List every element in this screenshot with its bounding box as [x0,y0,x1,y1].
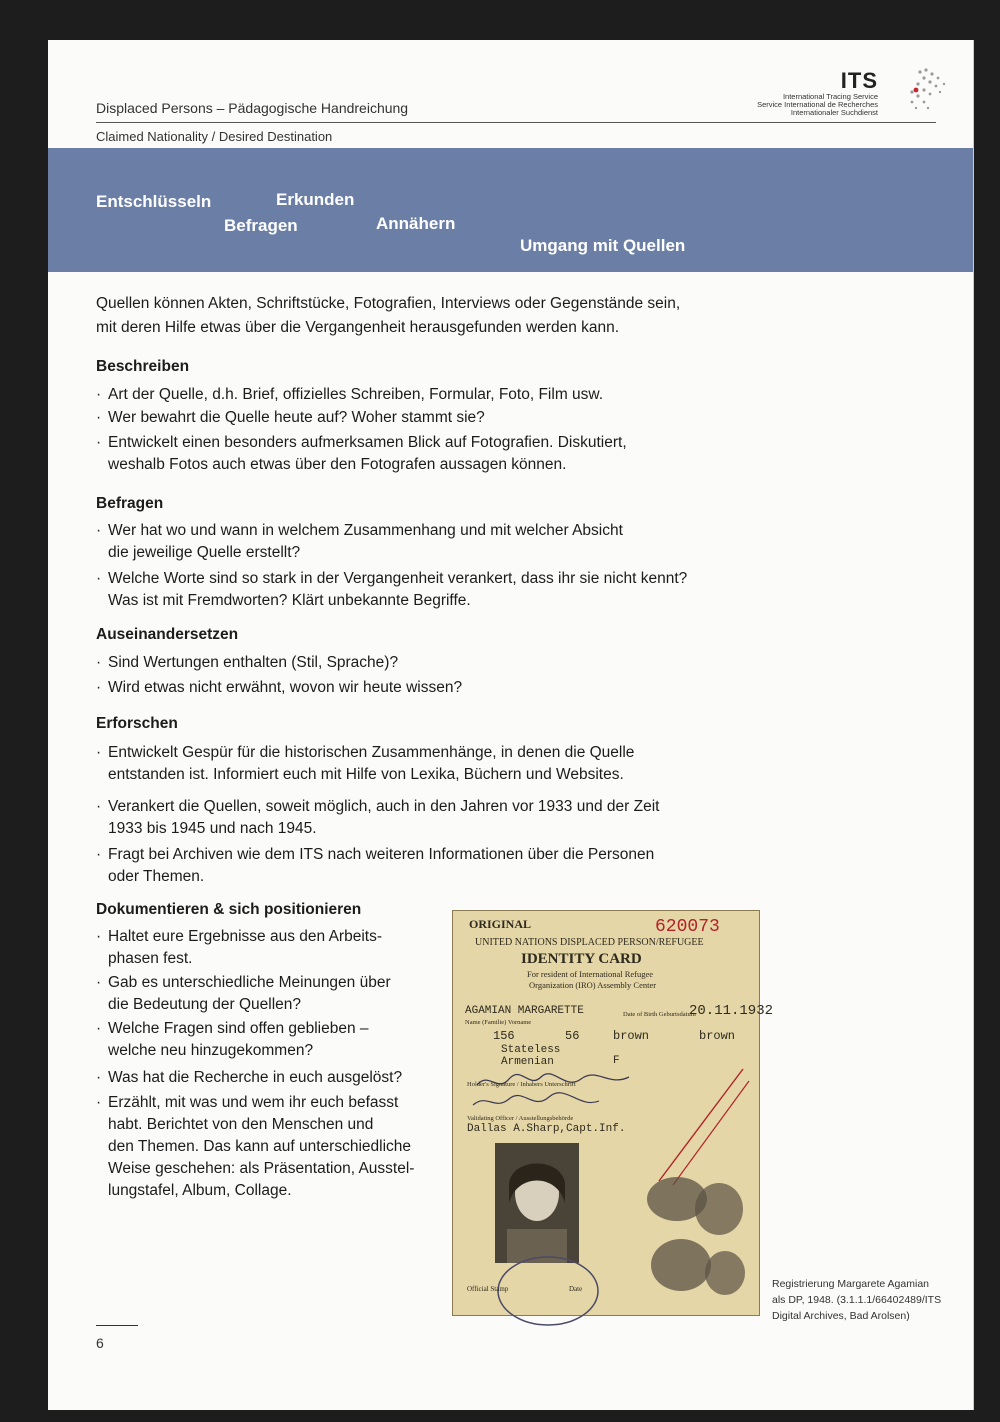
footer-rule [96,1325,138,1326]
method-banner [48,148,973,272]
card-name: AGAMIAN MARGARETTE [465,1005,584,1017]
list-item: · Wer hat wo und wann in welchem Zusammenhang und mit welcher Absicht die jeweilige Quelle erstellt? [96,522,623,561]
card-number: 620073 [655,917,720,937]
intro-line-2: mit deren Hilfe etwas über die Vergangenheit herausgefunden werden kann. [96,319,620,336]
card-title: IDENTITY CARD [521,951,642,967]
caption-line-1: Registrierung Margarete Agamian [772,1278,929,1290]
page-number: 6 [96,1335,104,1351]
logo-word: ITS [840,68,878,93]
card-dob-label: Date of Birth Geburtsdatum [623,1011,696,1018]
header-rule [96,122,936,123]
list-item: · Sind Wertungen enthalten (Stil, Sprache)? [96,654,399,671]
intro-line-1: Quellen können Akten, Schriftstücke, Fotografien, Interviews oder Gegenstände sein, [96,295,681,312]
list-item: · Wer bewahrt die Quelle heute auf? Woher stammt sie? [96,409,485,426]
list-item: · Wird etwas nicht erwähnt, wovon wir heute wissen? [96,679,463,696]
banner-word-annaehern: Annähern [376,214,456,233]
banner-word-entschluesseln: Entschlüsseln [96,192,212,211]
caption-line-3: Digital Archives, Bad Arolsen) [772,1310,910,1322]
fingerprints-icon [641,1169,751,1299]
card-sub-2: Organization (IRO) Assembly Center [529,980,657,990]
banner-word-befragen: Befragen [224,216,298,235]
card-height: 156 [493,1029,515,1043]
logo-line-2: Service International de Recherches [757,100,878,109]
passport-photo-icon [495,1143,579,1263]
round-stamp-icon [493,1251,603,1321]
banner-word-erkunden: Erkunden [276,190,355,209]
logo-line-1: International Tracing Service [782,92,878,101]
its-logo [757,62,948,122]
card-officer-signature-icon [469,1089,649,1117]
card-official-stamp-label: Official Stamp [467,1285,509,1293]
figure-caption [772,1276,952,1324]
identity-card-photo [452,910,774,1316]
card-org: UNITED NATIONS DISPLACED PERSON/REFUGEE [475,937,704,948]
list-item: · Welche Worte sind so stark in der Vergangenheit verankert, dass ihr sie nicht kennt? Was ist mit Fremdworten? Klärt unbekannte Begriffe. [96,570,688,609]
list-item: · Erzählt, mit was und wem ihr euch befasst habt. Berichtet von den Menschen und den Themen. Das kann auf unterschiedliche Weise geschehen: als Präsentation, Ausstel- lungstafel, Album, Collage. [96,1094,415,1199]
list-item: · Was hat die Recherche in euch ausgelöst? [96,1069,403,1086]
page-edge [973,40,974,1410]
logo-line-3: Internationaler Suchdienst [790,108,878,117]
card-dob: 20.11.1932 [689,1003,774,1019]
card-sex: F [613,1055,620,1067]
banner-word-umgang: Umgang mit Quellen [520,236,686,255]
card-national: Armenian [501,1056,554,1068]
list-item: · Art der Quelle, d.h. Brief, offizielles Schreiben, Formular, Foto, Film usw. [96,386,604,403]
caption-line-2: als DP, 1948. (3.1.1.1/66402489/ITS [772,1294,942,1306]
card-hair: brown [613,1029,650,1043]
card-holder-label: Holder's Signature / Inhabers Unterschrift [467,1081,576,1088]
brochure-page [48,40,973,1410]
card-original: ORIGINAL [469,917,532,931]
heading-befragen: Befragen [96,495,164,512]
heading-erforschen: Erforschen [96,715,178,732]
card-validating-label: Validating Officer / Ausstellungsbehörde [467,1115,574,1122]
running-header-subtitle: Claimed Nationality / Desired Destination [96,129,333,144]
heading-beschreiben: Beschreiben [96,358,190,375]
list-item: · Entwickelt einen besonders aufmerksamen Blick auf Fotografien. Diskutiert, weshalb Fotos auch etwas über den Fotografen aussagen können. [96,434,627,473]
card-eyes: brown [699,1029,736,1043]
card-date-label: Date [569,1285,583,1293]
list-item: · Verankert die Quellen, soweit möglich, auch in den Jahren vor 1933 und der Zeit 1933 bis 1945 und nach 1945. [96,798,660,837]
card-officer: Dallas A.Sharp,Capt.Inf. [467,1123,626,1135]
card-nationality: Stateless [501,1044,561,1056]
heading-dokumentieren: Dokumentieren & sich positionieren [96,901,362,918]
card-weight: 56 [565,1029,580,1043]
heading-auseinandersetzen: Auseinandersetzen [96,626,239,643]
list-item: · Haltet eure Ergebnisse aus den Arbeits- phasen fest. [96,928,382,967]
running-header-title: Displaced Persons – Pädagogische Handreichung [96,100,409,116]
list-item: · Welche Fragen sind offen geblieben – welche neu hinzugekommen? [96,1020,369,1059]
list-item: · Gab es unterschiedliche Meinungen über die Bedeutung der Quellen? [96,974,391,1013]
list-item: · Fragt bei Archiven wie dem ITS nach weiteren Informationen über die Personen oder Themen. [96,846,655,885]
list-item: · Entwickelt Gespür für die historischen Zusammenhänge, in denen die Quelle entstanden ist. Informiert euch mit Hilfe von Lexika, Büchern und Websites. [96,744,635,783]
card-sub-1: For resident of International Refugee [527,969,654,979]
card-name-label: Name (Familie) Vorname [465,1019,532,1026]
